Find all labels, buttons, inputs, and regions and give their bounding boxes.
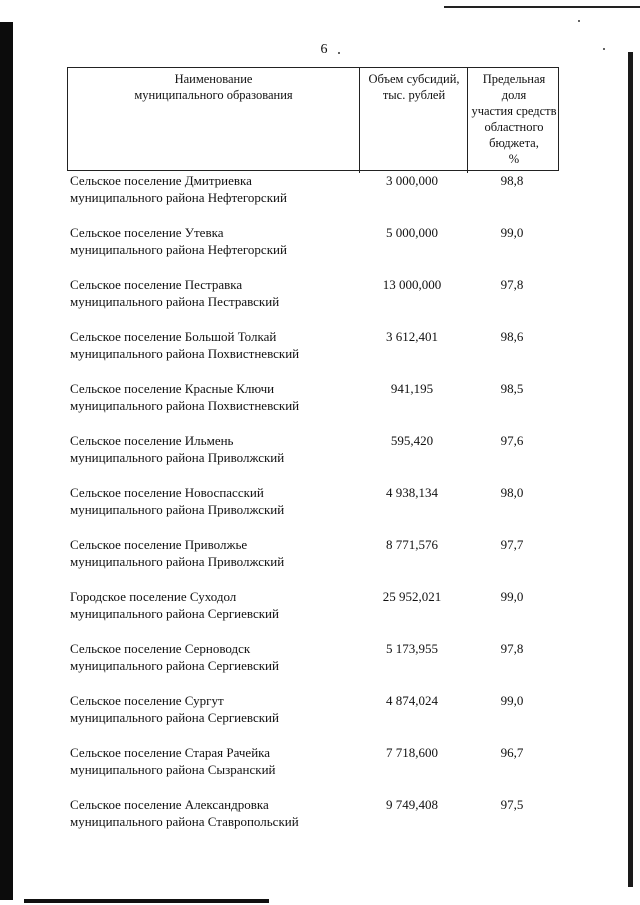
budget-share: 98,8: [500, 173, 524, 188]
budget-share: 97,8: [500, 641, 524, 656]
scan-speck: [578, 20, 580, 22]
table-row: [0, 328, 640, 380]
subsidy-amount: 941,195: [390, 381, 434, 396]
column-header-subsidy: Объем субсидий, тыс. рублей: [359, 68, 468, 173]
subsidy-amount: 4 874,024: [386, 693, 438, 708]
subsidy-amount: 4 938,134: [386, 485, 438, 500]
budget-share: 99,0: [500, 225, 524, 240]
municipality-name: Сельское поселение Утевка муниципального района Нефтегорский: [70, 225, 287, 257]
scan-speck: [603, 48, 605, 50]
budget-share: 98,0: [500, 485, 524, 500]
subsidy-amount: 9 749,408: [386, 797, 438, 812]
table-row: [0, 172, 640, 224]
subsidy-amount: 3 612,401: [386, 329, 438, 344]
municipality-name: Сельское поселение Сургут муниципального района Сергиевский: [70, 693, 279, 725]
municipality-name: Сельское поселение Приволжье муниципального района Приволжский: [70, 537, 285, 569]
table-header: [67, 67, 559, 171]
subsidy-amount: 5 173,955: [386, 641, 438, 656]
scan-line-bottom: [24, 899, 269, 903]
budget-share: 99,0: [500, 693, 524, 708]
table-row: [0, 484, 640, 536]
municipality-name: Городское поселение Суходол муниципального района Сергиевский: [70, 589, 279, 621]
municipality-name: Сельское поселение Старая Рачейка муниципального района Сызранский: [70, 745, 276, 777]
budget-share: 98,5: [500, 381, 524, 396]
municipality-name: Сельское поселение Дмитриевка муниципального района Нефтегорский: [70, 173, 287, 205]
subsidy-amount: 13 000,000: [382, 277, 442, 292]
municipality-name: Сельское поселение Красные Ключи муниципального района Похвистневский: [70, 381, 300, 413]
budget-share: 97,5: [500, 797, 524, 812]
subsidy-amount: 3 000,000: [386, 173, 438, 188]
table-row: [0, 796, 640, 848]
municipality-name: Сельское поселение Пестравка муниципального района Пестравский: [70, 277, 280, 309]
page-number: 6: [320, 42, 328, 57]
budget-share: 97,7: [500, 537, 524, 552]
column-header-share: Предельная доля участия средств областного бюджета, %: [467, 68, 560, 173]
table-row: [0, 276, 640, 328]
table-row: [0, 640, 640, 692]
municipality-name: Сельское поселение Серноводск муниципального района Сергиевский: [70, 641, 279, 673]
subsidy-amount: 8 771,576: [386, 537, 438, 552]
municipality-name: Сельское поселение Ильмень муниципального района Приволжский: [70, 433, 285, 465]
column-header-name: Наименование муниципального образования: [134, 72, 293, 102]
table-row: [0, 380, 640, 432]
subsidy-amount: 5 000,000: [386, 225, 438, 240]
budget-share: 96,7: [500, 745, 524, 760]
municipality-name: Сельское поселение Большой Толкай муниципального района Похвистневский: [70, 329, 300, 361]
table-row: [0, 588, 640, 640]
subsidy-amount: 595,420: [390, 433, 434, 448]
budget-share: 99,0: [500, 589, 524, 604]
budget-share: 98,6: [500, 329, 524, 344]
table-row: [0, 224, 640, 276]
budget-share: 97,8: [500, 277, 524, 292]
subsidy-amount: 7 718,600: [386, 745, 438, 760]
table-row: [0, 536, 640, 588]
budget-share: 97,6: [500, 433, 524, 448]
scan-speck: [338, 52, 340, 54]
table-row: [0, 692, 640, 744]
subsidy-amount: 25 952,021: [382, 589, 442, 604]
scan-line-top: [444, 6, 640, 8]
table-row: [0, 744, 640, 796]
table-row: [0, 432, 640, 484]
municipality-name: Сельское поселение Новоспасский муниципального района Приволжский: [70, 485, 285, 517]
municipality-name: Сельское поселение Александровка муниципального района Ставропольский: [70, 797, 299, 829]
